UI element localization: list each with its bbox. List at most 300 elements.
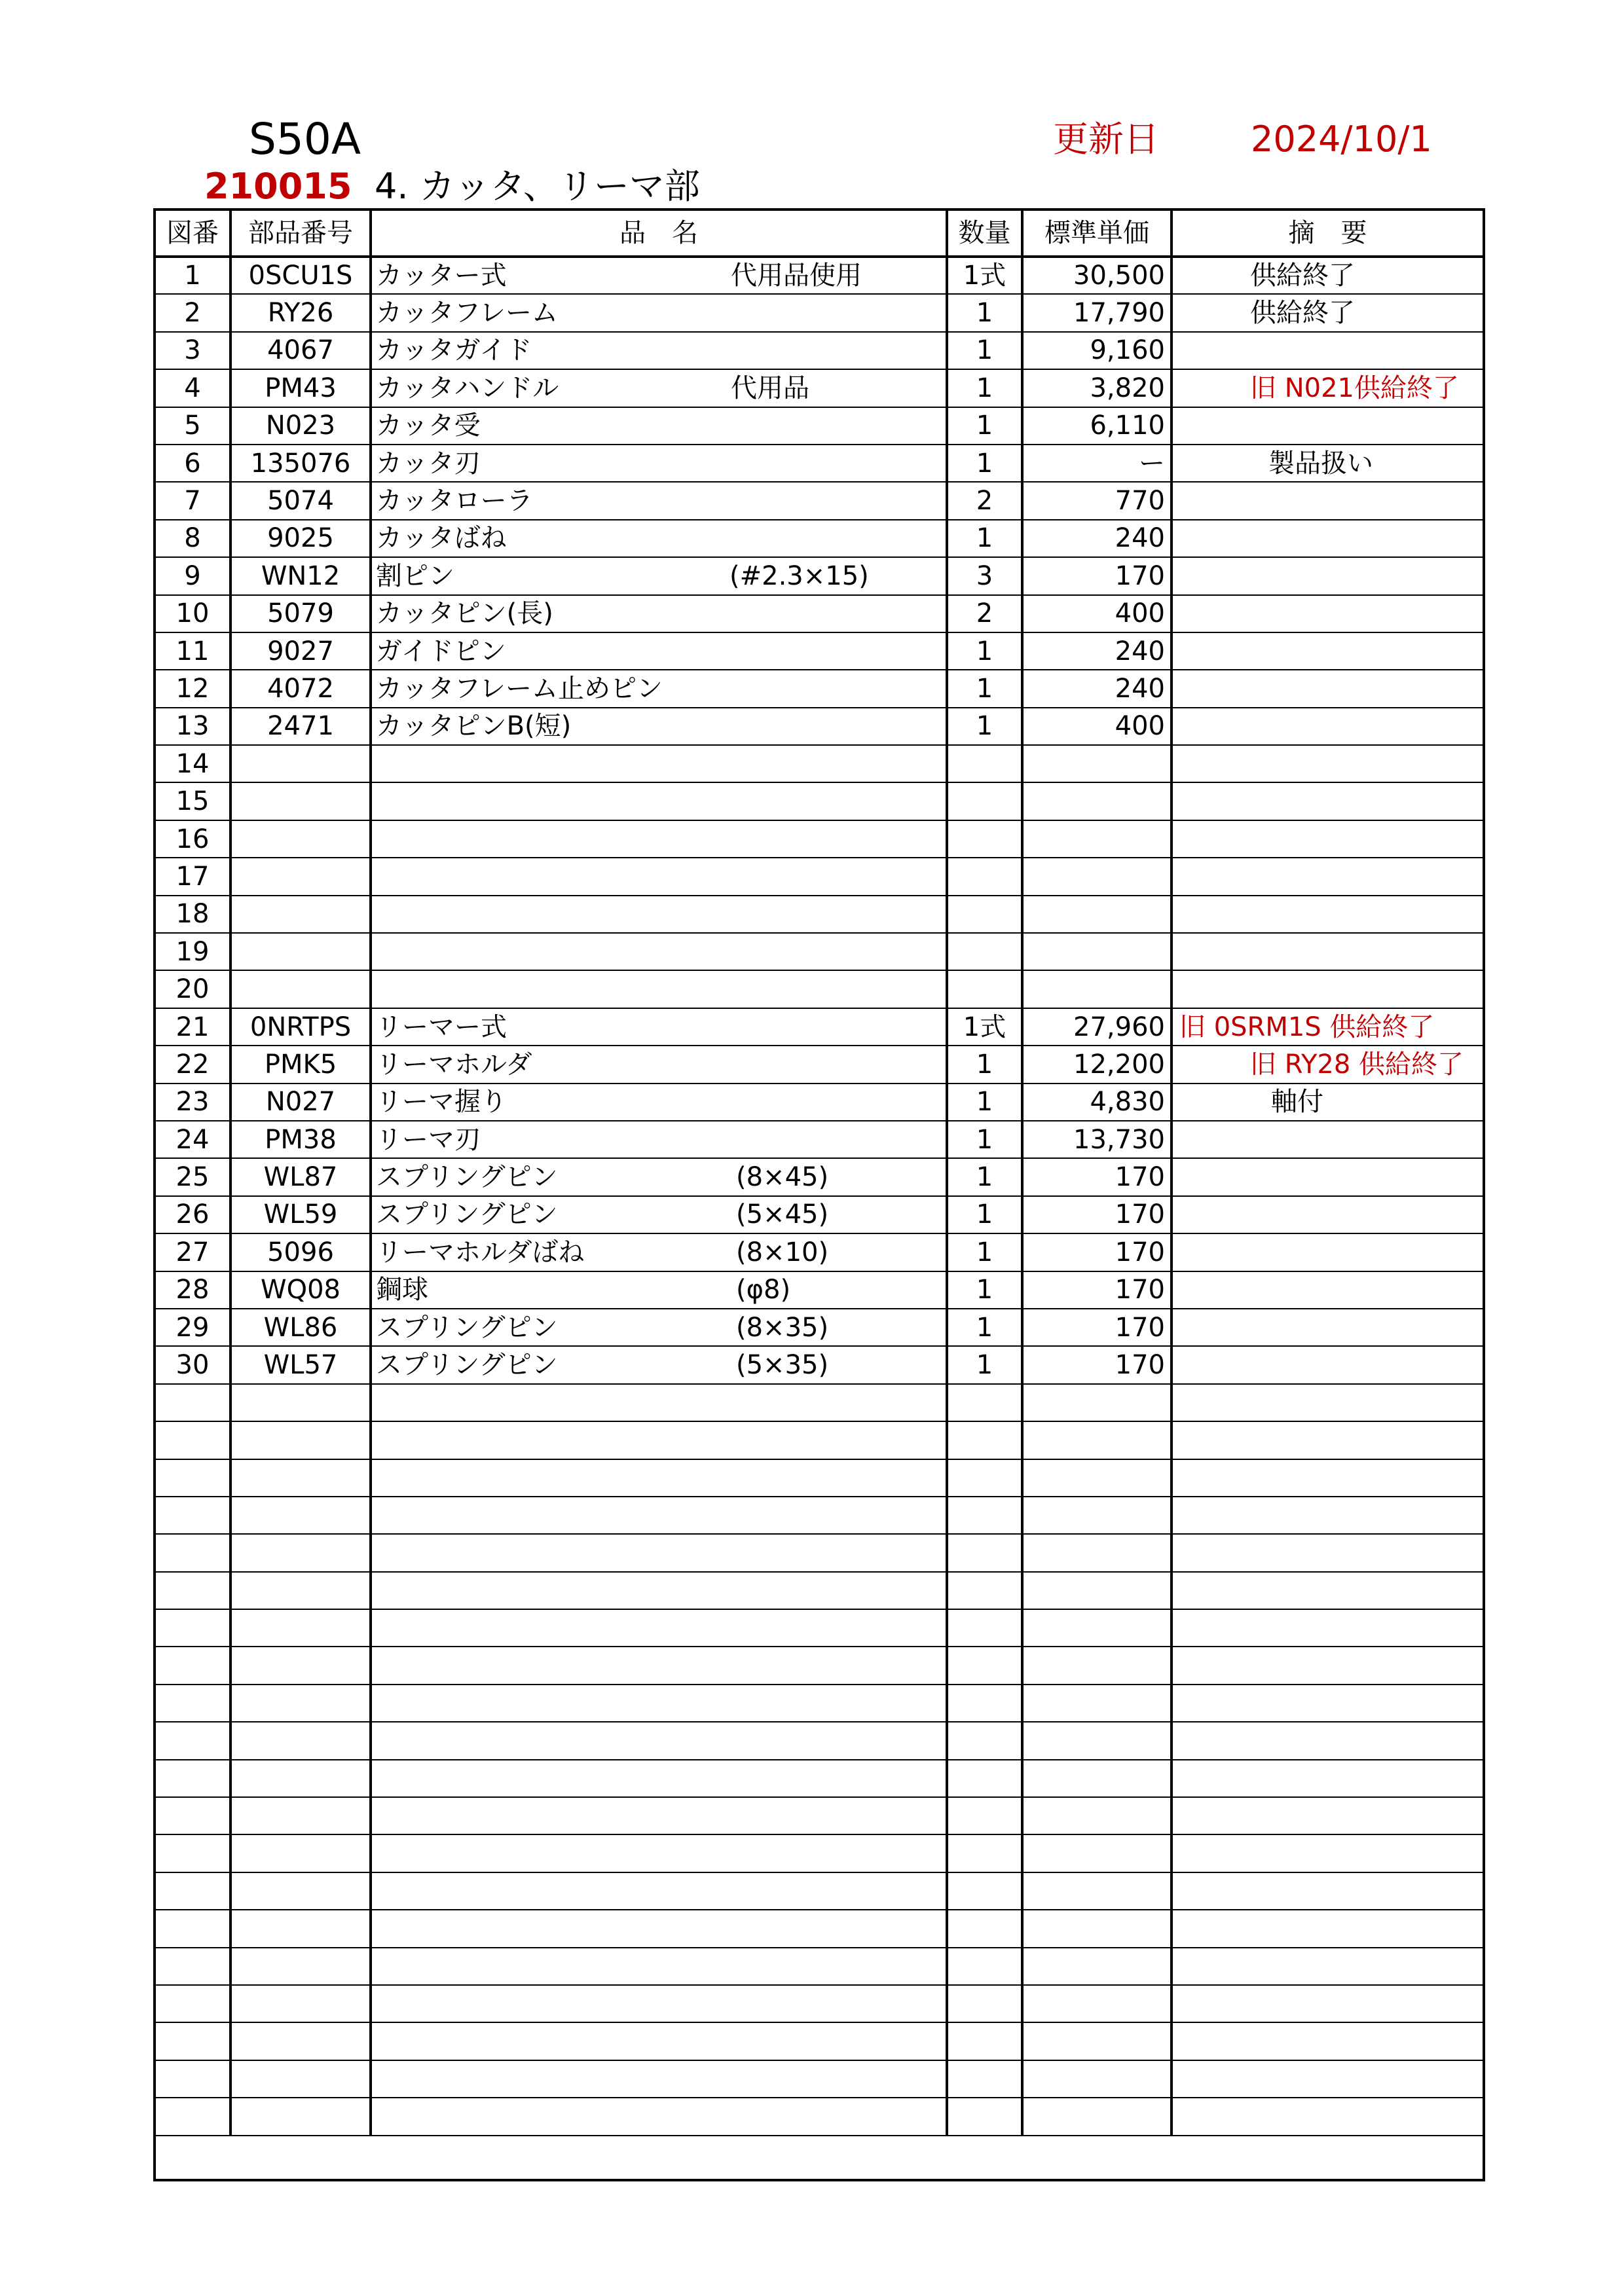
empty-cell (371, 2022, 947, 2060)
quantity-cell: 1 (947, 1309, 1022, 1346)
part-number-cell: 5096 (231, 1233, 371, 1271)
part-name-cell (371, 1084, 947, 1121)
unit-price-cell: 240 (1022, 520, 1172, 557)
header-remarks: 摘 要 (1172, 210, 1484, 257)
remarks-cell (1172, 933, 1484, 970)
quantity-cell (947, 820, 1022, 858)
part-number-cell: N023 (231, 407, 371, 445)
part-spec: (8×10) (736, 1237, 829, 1267)
table-row (155, 933, 1484, 970)
empty-cell (371, 1685, 947, 1722)
empty-table-row (155, 1872, 1484, 1910)
part-name: カッタピンB(短) (376, 711, 572, 742)
table-row (155, 1158, 1484, 1195)
empty-cell (1022, 1459, 1172, 1497)
part-name: リーマー式 (376, 1011, 507, 1042)
part-name-cell (371, 520, 947, 557)
diagram-no-cell: 23 (155, 1084, 231, 1121)
header-part-number: 部品番号 (231, 210, 371, 257)
empty-cell (947, 1421, 1022, 1459)
part-name: スプリングピン (376, 1312, 558, 1343)
header-diagram-no: 図番 (155, 210, 231, 257)
table-row (155, 1008, 1484, 1046)
unit-price-cell: 170 (1022, 1158, 1172, 1195)
part-name-cell (371, 595, 947, 632)
part-name-cell (371, 557, 947, 594)
part-number-cell: 5079 (231, 595, 371, 632)
empty-cell (1172, 1459, 1484, 1497)
part-number-cell: WL57 (231, 1346, 371, 1383)
empty-cell (1172, 2022, 1484, 2060)
empty-cell (371, 1722, 947, 1759)
quantity-cell: 1 (947, 1084, 1022, 1121)
part-name-cell (371, 445, 947, 482)
part-name-cell (371, 1271, 947, 1309)
empty-cell (947, 1834, 1022, 1872)
empty-cell (1022, 1647, 1172, 1684)
part-name: カッタ受 (376, 410, 481, 441)
unit-price-cell: 6,110 (1022, 407, 1172, 445)
empty-cell (231, 1760, 371, 1797)
empty-cell (1022, 1421, 1172, 1459)
empty-table-row (155, 1722, 1484, 1759)
diagram-no-cell: 27 (155, 1233, 231, 1271)
table-row (155, 1084, 1484, 1121)
part-name: 鋼球 (376, 1275, 428, 1305)
remarks-cell (1172, 708, 1484, 745)
unit-price-cell: 170 (1022, 1271, 1172, 1309)
empty-cell (231, 1985, 371, 2022)
part-name: リーマ刃 (376, 1124, 481, 1155)
empty-cell (231, 1685, 371, 1722)
empty-cell (947, 1760, 1022, 1797)
empty-cell (1172, 1572, 1484, 1609)
empty-cell (1022, 1722, 1172, 1759)
empty-cell (947, 2022, 1022, 2060)
diagram-no-cell: 13 (155, 708, 231, 745)
empty-table-row (155, 2022, 1484, 2060)
empty-cell (371, 1834, 947, 1872)
diagram-no-cell: 5 (155, 407, 231, 445)
table-row (155, 445, 1484, 482)
part-spec: (8×45) (736, 1162, 829, 1193)
unit-price-cell (1022, 820, 1172, 858)
part-name: カッタフレーム止めピン (376, 673, 663, 704)
part-name: カッター式 (376, 261, 507, 291)
part-name: ガイドピン (376, 636, 506, 666)
quantity-cell (947, 896, 1022, 933)
empty-cell (947, 2060, 1022, 2098)
empty-cell (155, 1384, 231, 1421)
part-name-cell (371, 708, 947, 745)
remarks-cell (1172, 1158, 1484, 1195)
part-number-cell: 9025 (231, 520, 371, 557)
part-name-cell (371, 1121, 947, 1158)
empty-cell (371, 1872, 947, 1910)
table-row (155, 708, 1484, 745)
quantity-cell: 1 (947, 1158, 1022, 1195)
empty-cell (1022, 1948, 1172, 1985)
remarks-cell: 旧 N021供給終了 (1172, 369, 1484, 407)
empty-cell (1172, 1834, 1484, 1872)
empty-cell (1022, 2098, 1172, 2135)
empty-cell (155, 2060, 231, 2098)
diagram-no-cell: 20 (155, 970, 231, 1008)
empty-cell (1022, 2060, 1172, 2098)
empty-cell (155, 1722, 231, 1759)
quantity-cell: 1 (947, 520, 1022, 557)
part-name-cell (371, 257, 947, 294)
empty-cell (231, 1722, 371, 1759)
remarks-cell (1172, 520, 1484, 557)
part-name-cell (371, 294, 947, 331)
part-name-cell (371, 970, 947, 1008)
diagram-no-cell: 29 (155, 1309, 231, 1346)
empty-table-row (155, 1609, 1484, 1647)
part-spec: 代用品使用 (731, 261, 862, 291)
quantity-cell (947, 782, 1022, 820)
empty-cell (371, 1948, 947, 1985)
empty-cell (231, 1948, 371, 1985)
table-row (155, 1196, 1484, 1233)
empty-table-row (155, 1384, 1484, 1421)
part-number-cell: RY26 (231, 294, 371, 331)
part-name-cell (371, 1158, 947, 1195)
diagram-no-cell: 28 (155, 1271, 231, 1309)
empty-cell (371, 1497, 947, 1534)
unit-price-cell: 400 (1022, 708, 1172, 745)
part-number-cell: 4067 (231, 332, 371, 369)
table-row (155, 970, 1484, 1008)
empty-cell (947, 2098, 1022, 2135)
table-header-row (155, 210, 1484, 257)
empty-cell (231, 1609, 371, 1647)
diagram-no-cell: 21 (155, 1008, 231, 1046)
empty-cell (231, 1797, 371, 1834)
quantity-cell: 1 (947, 670, 1022, 707)
empty-cell (1172, 1421, 1484, 1459)
part-spec: (5×35) (736, 1350, 829, 1381)
table-row (155, 1046, 1484, 1083)
empty-cell (947, 1572, 1022, 1609)
parts-table (153, 208, 1485, 2181)
remarks-cell (1172, 482, 1484, 519)
remarks-cell (1172, 1346, 1484, 1383)
empty-cell (371, 1647, 947, 1684)
empty-cell (231, 1572, 371, 1609)
part-name: カッタピン(長) (376, 598, 553, 629)
part-name: カッタローラ (376, 486, 533, 517)
part-number-cell: 4072 (231, 670, 371, 707)
table-row (155, 632, 1484, 670)
quantity-cell (947, 970, 1022, 1008)
quantity-cell (947, 933, 1022, 970)
table-row (155, 482, 1484, 519)
diagram-no-cell: 24 (155, 1121, 231, 1158)
part-number-cell: WL59 (231, 1196, 371, 1233)
part-name-cell (371, 896, 947, 933)
part-name: スプリングピン (376, 1199, 558, 1230)
empty-cell (155, 1685, 231, 1722)
empty-cell (1172, 2098, 1484, 2135)
part-name: カッタハンドル (376, 373, 559, 403)
empty-cell (155, 2098, 231, 2135)
remarks-cell (1172, 896, 1484, 933)
part-name-cell (371, 482, 947, 519)
part-name-cell (371, 1046, 947, 1083)
part-spec: (8×35) (736, 1312, 829, 1343)
table-row (155, 782, 1484, 820)
header-part-name: 品 名 (371, 210, 947, 257)
part-name: リーマホルダばね (376, 1237, 585, 1267)
part-name-cell (371, 632, 947, 670)
remarks-cell (1172, 858, 1484, 895)
part-number-cell: WQ08 (231, 1271, 371, 1309)
part-number-cell (231, 782, 371, 820)
empty-cell (231, 1910, 371, 1947)
diagram-no-cell: 18 (155, 896, 231, 933)
empty-cell (947, 1910, 1022, 1947)
empty-cell (947, 1497, 1022, 1534)
quantity-cell (947, 858, 1022, 895)
part-number-cell: 9027 (231, 632, 371, 670)
unit-price-cell: 170 (1022, 1233, 1172, 1271)
empty-table-row (155, 1685, 1484, 1722)
part-number-cell: PMK5 (231, 1046, 371, 1083)
table-row (155, 1309, 1484, 1346)
update-label: 更新日 (1053, 118, 1159, 160)
remarks-cell: 軸付 (1172, 1084, 1484, 1121)
remarks-cell (1172, 1233, 1484, 1271)
empty-cell (371, 1985, 947, 2022)
diagram-no-cell: 9 (155, 557, 231, 594)
unit-price-cell: 27,960 (1022, 1008, 1172, 1046)
table-row (155, 557, 1484, 594)
empty-cell (155, 1797, 231, 1834)
part-spec: (5×45) (736, 1199, 829, 1230)
empty-cell (231, 1421, 371, 1459)
empty-cell (231, 1834, 371, 1872)
diagram-no-cell: 4 (155, 369, 231, 407)
empty-cell (1172, 1797, 1484, 1834)
diagram-no-cell: 11 (155, 632, 231, 670)
part-name: リーマホルダ (376, 1049, 532, 1080)
diagram-no-cell: 25 (155, 1158, 231, 1195)
quantity-cell: 1 (947, 1271, 1022, 1309)
table-row (155, 294, 1484, 331)
empty-cell (947, 1685, 1022, 1722)
empty-table-row (155, 1985, 1484, 2022)
empty-table-row (155, 2060, 1484, 2098)
empty-cell (1172, 1948, 1484, 1985)
quantity-cell: 2 (947, 595, 1022, 632)
remarks-cell: 供給終了 (1172, 257, 1484, 294)
empty-cell (1172, 1497, 1484, 1534)
empty-cell (1172, 1685, 1484, 1722)
part-name-cell (371, 858, 947, 895)
part-number-cell: 0NRTPS (231, 1008, 371, 1046)
part-number-cell: WL86 (231, 1309, 371, 1346)
part-name-cell (371, 369, 947, 407)
diagram-no-cell: 12 (155, 670, 231, 707)
part-number-cell (231, 858, 371, 895)
diagram-no-cell: 16 (155, 820, 231, 858)
document-code: 210015 (204, 166, 352, 207)
part-name-cell (371, 407, 947, 445)
part-spec: (#2.3×15) (729, 560, 869, 591)
table-row (155, 257, 1484, 294)
quantity-cell: 1 (947, 294, 1022, 331)
remarks-cell (1172, 745, 1484, 782)
empty-table-row (155, 1834, 1484, 1872)
part-name-cell (371, 782, 947, 820)
remarks-cell: 製品扱い (1172, 445, 1484, 482)
empty-cell (1172, 1722, 1484, 1759)
remarks-cell: 旧 0SRM1S 供給終了 (1172, 1008, 1484, 1046)
part-name: カッタガイド (376, 335, 532, 366)
quantity-cell: 2 (947, 482, 1022, 519)
quantity-cell: 1 (947, 1346, 1022, 1383)
table-footer-row (155, 2136, 1484, 2180)
empty-cell (371, 1760, 947, 1797)
part-number-cell: WN12 (231, 557, 371, 594)
diagram-no-cell: 7 (155, 482, 231, 519)
remarks-cell (1172, 782, 1484, 820)
part-number-cell: N027 (231, 1084, 371, 1121)
part-number-cell: WL87 (231, 1158, 371, 1195)
empty-cell (231, 1647, 371, 1684)
part-name-cell (371, 1233, 947, 1271)
unit-price-cell: 170 (1022, 1346, 1172, 1383)
empty-cell (1172, 1760, 1484, 1797)
unit-price-cell: 170 (1022, 1309, 1172, 1346)
unit-price-cell: 4,830 (1022, 1084, 1172, 1121)
quantity-cell: 1 (947, 1121, 1022, 1158)
empty-cell (1022, 1497, 1172, 1534)
empty-cell (1022, 1910, 1172, 1947)
table-row (155, 820, 1484, 858)
diagram-no-cell: 1 (155, 257, 231, 294)
empty-cell (155, 1421, 231, 1459)
diagram-no-cell: 19 (155, 933, 231, 970)
empty-cell (1172, 1985, 1484, 2022)
empty-cell (1022, 1572, 1172, 1609)
quantity-cell: 1 (947, 332, 1022, 369)
empty-table-row (155, 1948, 1484, 1985)
empty-cell (1172, 1384, 1484, 1421)
diagram-no-cell: 2 (155, 294, 231, 331)
empty-cell (155, 1985, 231, 2022)
unit-price-cell: 12,200 (1022, 1046, 1172, 1083)
empty-cell (155, 1459, 231, 1497)
header-unit-price: 標準単価 (1022, 210, 1172, 257)
part-name: スプリングピン (376, 1162, 558, 1193)
part-spec: (φ8) (736, 1275, 791, 1305)
part-name: カッタ刃 (376, 448, 481, 479)
empty-cell (155, 2022, 231, 2060)
empty-table-row (155, 1459, 1484, 1497)
empty-cell (1022, 1985, 1172, 2022)
empty-cell (371, 1572, 947, 1609)
remarks-cell (1172, 970, 1484, 1008)
part-name: カッタフレーム (376, 298, 558, 329)
unit-price-cell: 770 (1022, 482, 1172, 519)
part-name-cell (371, 933, 947, 970)
empty-cell (1022, 1797, 1172, 1834)
part-name: 割ピン (376, 560, 454, 591)
empty-cell (1022, 1534, 1172, 1571)
part-name-cell (371, 1346, 947, 1383)
quantity-cell: 3 (947, 557, 1022, 594)
empty-cell (231, 2022, 371, 2060)
part-name-cell (371, 332, 947, 369)
empty-cell (371, 2060, 947, 2098)
diagram-no-cell: 8 (155, 520, 231, 557)
diagram-no-cell: 6 (155, 445, 231, 482)
empty-table-row (155, 1910, 1484, 1947)
part-name-cell (371, 745, 947, 782)
empty-cell (1022, 1609, 1172, 1647)
empty-cell (371, 1609, 947, 1647)
part-number-cell (231, 820, 371, 858)
quantity-cell: 1 (947, 708, 1022, 745)
quantity-cell: 1 (947, 445, 1022, 482)
table-row (155, 1121, 1484, 1158)
empty-cell (155, 1572, 231, 1609)
diagram-no-cell: 3 (155, 332, 231, 369)
empty-cell (155, 1609, 231, 1647)
empty-cell (155, 1834, 231, 1872)
remarks-cell: 供給終了 (1172, 294, 1484, 331)
empty-cell (231, 1534, 371, 1571)
unit-price-cell: 240 (1022, 632, 1172, 670)
empty-cell (1172, 1609, 1484, 1647)
unit-price-cell: 9,160 (1022, 332, 1172, 369)
table-body (155, 257, 1484, 2180)
table-row (155, 1346, 1484, 1383)
empty-cell (947, 1797, 1022, 1834)
unit-price-cell: ー (1022, 445, 1172, 482)
quantity-cell: 1 (947, 632, 1022, 670)
empty-cell (231, 1872, 371, 1910)
unit-price-cell (1022, 782, 1172, 820)
unit-price-cell: 13,730 (1022, 1121, 1172, 1158)
diagram-no-cell: 30 (155, 1346, 231, 1383)
quantity-cell: 1 (947, 1233, 1022, 1271)
unit-price-cell (1022, 745, 1172, 782)
empty-cell (231, 2060, 371, 2098)
empty-cell (947, 1534, 1022, 1571)
empty-cell (947, 1384, 1022, 1421)
empty-cell (1172, 1872, 1484, 1910)
unit-price-cell (1022, 970, 1172, 1008)
part-name-cell (371, 1008, 947, 1046)
empty-cell (1172, 1910, 1484, 1947)
empty-cell (155, 1760, 231, 1797)
unit-price-cell (1022, 858, 1172, 895)
empty-cell (947, 1647, 1022, 1684)
part-name-cell (371, 670, 947, 707)
empty-cell (155, 1534, 231, 1571)
empty-cell (231, 2098, 371, 2135)
empty-cell (371, 1797, 947, 1834)
table-row (155, 1271, 1484, 1309)
remarks-cell (1172, 1196, 1484, 1233)
diagram-no-cell: 15 (155, 782, 231, 820)
empty-cell (947, 1872, 1022, 1910)
quantity-cell: 1 (947, 1196, 1022, 1233)
remarks-cell (1172, 632, 1484, 670)
